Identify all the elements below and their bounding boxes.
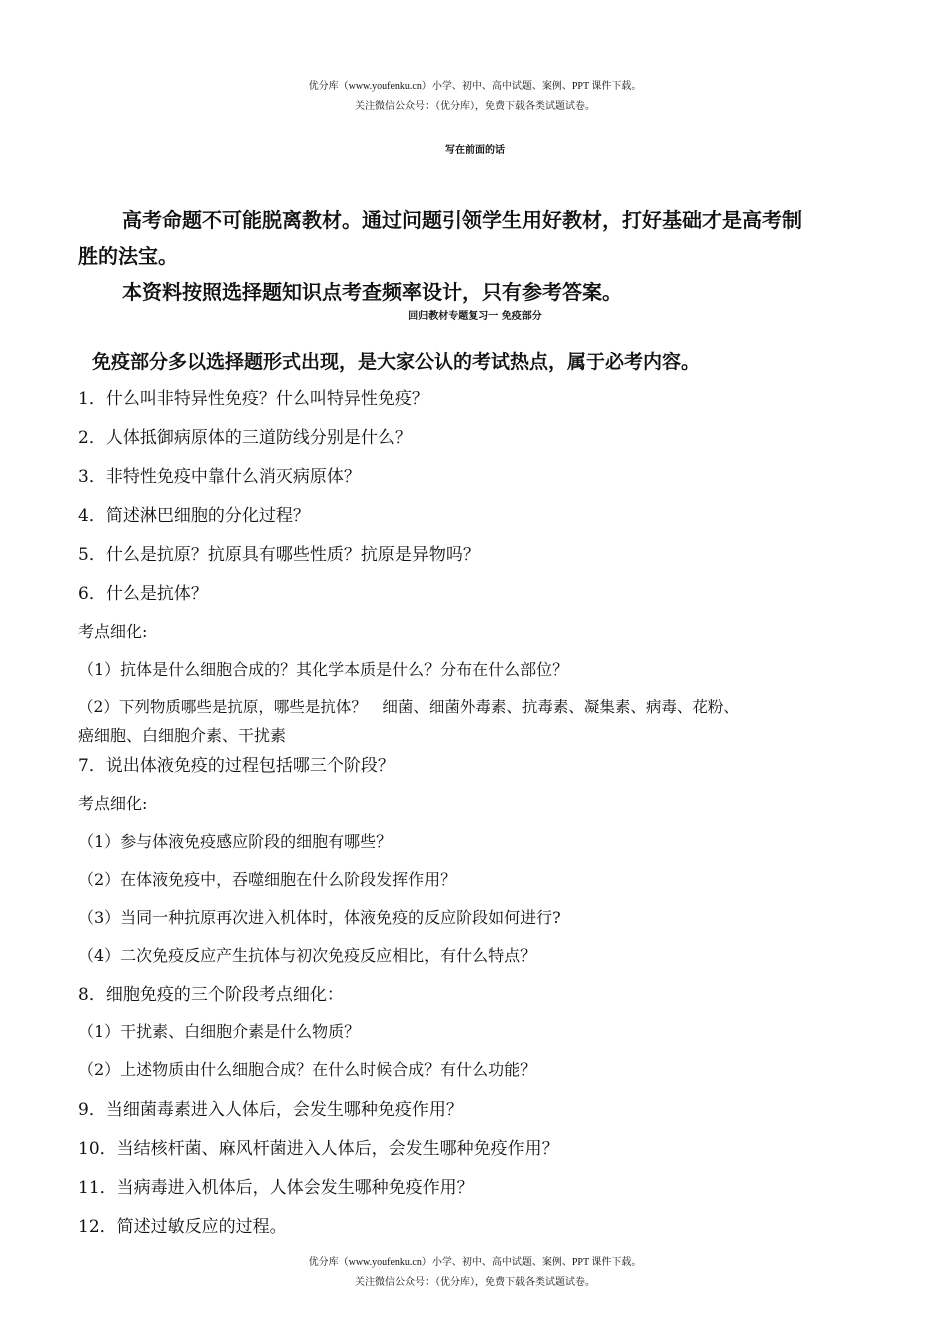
question-11: 11．当病毒进入机体后，人体会发生哪种免疫作用？ (78, 1178, 474, 1198)
q6-detail-label: 考点细化: (78, 622, 148, 641)
header-line-1: 优分库（www.youfenku.cn）小学、初中、高中试题、案例、PPT 课件下载。 (308, 81, 642, 92)
question-3: 3．非特性免疫中靠什么消灭病原体？ (78, 467, 361, 487)
q7-detail-label: 考点细化: (78, 794, 148, 813)
question-7: 7．说出体液免疫的过程包括哪三个阶段？ (78, 756, 395, 776)
q7-sub-1: （1）参与体液免疫感应阶段的细胞有哪些？ (78, 832, 393, 851)
question-12: 12．简述过敏反应的过程。 (78, 1217, 287, 1237)
question-6: 6．什么是抗体？ (78, 584, 208, 604)
header-line-2: 关注微信公众号：（优分库），免费下载各类试题试卷。 (355, 101, 595, 112)
preface-para1-line2: 胜的法宝。 (78, 244, 178, 268)
q8-sub-1: （1）干扰素、白细胞介素是什么物质？ (78, 1022, 361, 1041)
question-1: 1．什么叫非特异性免疫？什么叫特异性免疫？ (78, 389, 429, 409)
footer-line-2: 关注微信公众号：（优分库），免费下载各类试题试卷。 (355, 1277, 595, 1288)
question-5: 5．什么是抗原？抗原具有哪些性质？抗原是异物吗？ (78, 545, 480, 565)
question-4: 4．简述淋巴细胞的分化过程？ (78, 506, 310, 526)
q7-sub-2: （2）在体液免疫中，吞噬细胞在什么阶段发挥作用？ (78, 870, 457, 889)
q6-sub-2-line-2: 癌细胞、白细胞介素、干扰素 (78, 726, 287, 745)
question-8: 8．细胞免疫的三个阶段考点细化： (78, 985, 344, 1005)
question-2: 2．人体抵御病原体的三道防线分别是什么？ (78, 428, 412, 448)
footer-line-1: 优分库（www.youfenku.cn）小学、初中、高中试题、案例、PPT 课件下载。 (308, 1257, 642, 1268)
preface-title: 写在前面的话 (445, 145, 505, 156)
q7-sub-3: （3）当同一种抗原再次进入机体时，体液免疫的反应阶段如何进行? (78, 908, 561, 927)
section-intro: 免疫部分多以选择题形式出现，是大家公认的考试热点，属于必考内容。 (92, 351, 701, 373)
preface-para2: 本资料按照选择题知识点考查频率设计，只有参考答案。 (122, 280, 622, 304)
q7-sub-4: （4）二次免疫反应产生抗体与初次免疫反应相比，有什么特点？ (78, 946, 537, 965)
section-title: 回归教材专题复习一 免疫部分 (408, 311, 542, 322)
question-9: 9．当细菌毒素进入人体后，会发生哪种免疫作用？ (78, 1100, 463, 1120)
q8-sub-2: （2）上述物质由什么细胞合成？在什么时候合成？有什么功能？ (78, 1060, 537, 1079)
question-10: 10．当结核杆菌、麻风杆菌进入人体后，会发生哪种免疫作用？ (78, 1139, 559, 1159)
q6-sub-2-line-1: （2）下列物质哪些是抗原，哪些是抗体？ 细菌、细菌外毒素、抗毒素、凝集素、病毒、花粉、 (78, 698, 739, 716)
q6-sub-1: （1）抗体是什么细胞合成的？其化学本质是什么？分布在什么部位？ (78, 660, 569, 679)
preface-para1-line1: 高考命题不可能脱离教材。通过问题引领学生用好教材，打好基础才是高考制 (122, 208, 802, 232)
